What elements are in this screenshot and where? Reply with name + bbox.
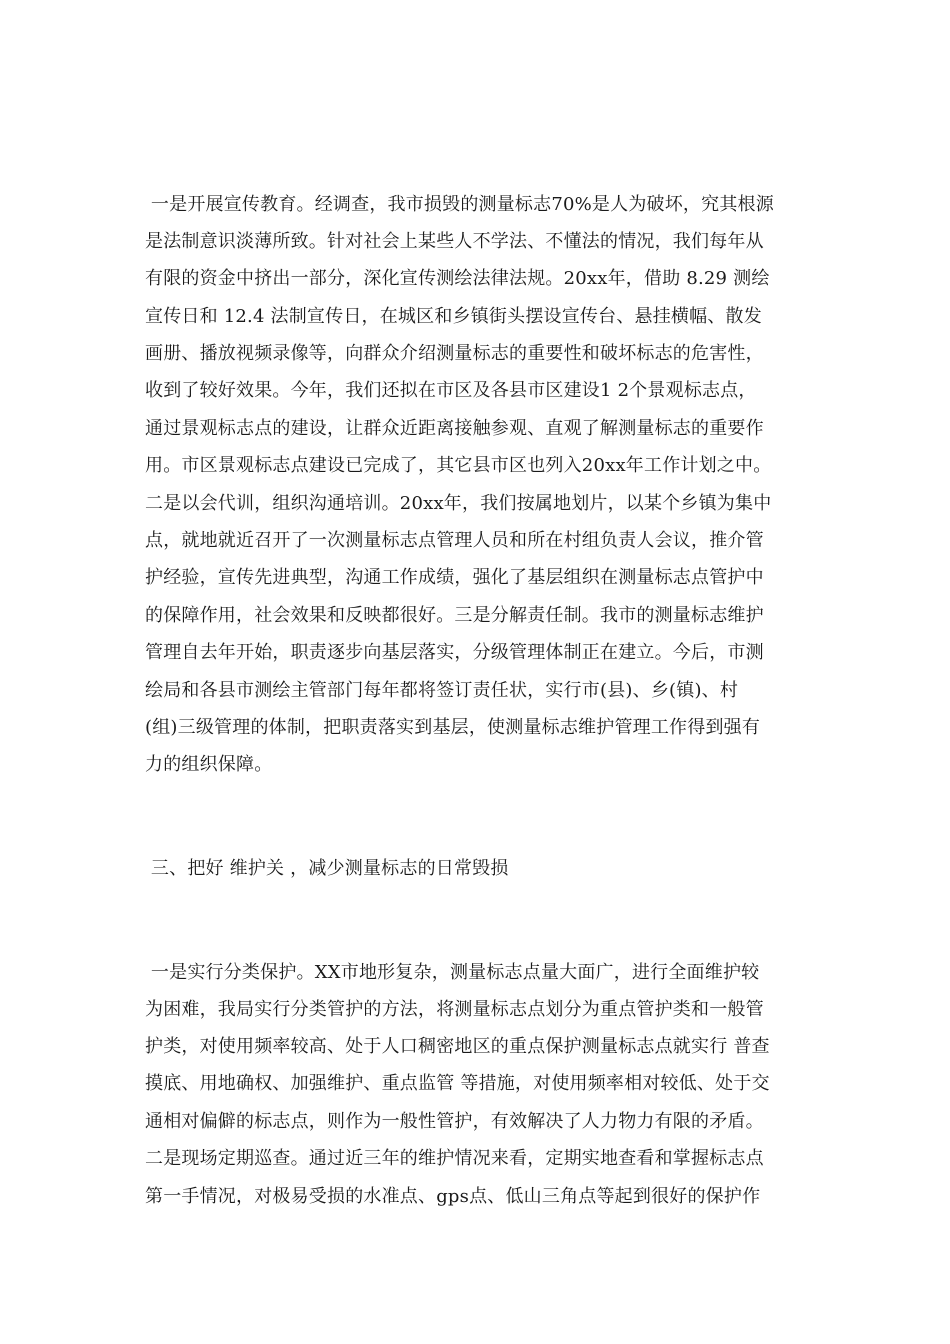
text-line: 二是以会代训，组织沟通培训。20xx年，我们按属地划片，以某个乡镇为集中 [145, 493, 772, 514]
text-line: 通过景观标志点的建设，让群众近距离接触参观、直观了解测量标志的重要作 [145, 418, 764, 439]
text-line: 一是实行分类保护。XX市地形复杂，测量标志点量大面广，进行全面维护较 [145, 962, 760, 983]
text-line: 有限的资金中挤出一部分，深化宣传测绘法律法规。20xx年，借助 8.29 测绘 [145, 268, 770, 289]
text-line: 画册、播放视频录像等，向群众介绍测量标志的重要性和破坏标志的危害性， [145, 343, 764, 364]
text-line: 第一手情况，对极易受损的水准点、gps点、低山三角点等起到很好的保护作 [145, 1186, 761, 1207]
section-heading: 三、把好 维护关 ，减少测量标志的日常毁损 [145, 858, 509, 879]
text-line: 力的组织保障。 [145, 754, 273, 775]
text-line: 护经验，宣传先进典型，沟通工作成绩，强化了基层组织在测量标志点管护中 [145, 567, 764, 588]
text-line: 为困难，我局实行分类管护的方法，将测量标志点划分为重点管护类和一般管 [145, 999, 764, 1020]
text-line: 通相对偏僻的标志点，则作为一般性管护，有效解决了人力物力有限的矛盾。 [145, 1111, 764, 1132]
text-line: (组)三级管理的体制，把职责落实到基层，使测量标志维护管理工作得到强有 [145, 717, 761, 738]
text-line: 管理自去年开始，职责逐步向基层落实，分级管理体制正在建立。今后，市测 [145, 642, 764, 663]
text-line: 绘局和各县市测绘主管部门每年都将签订责任状，实行市(县)、乡(镇)、村 [145, 680, 739, 701]
text-line: 宣传日和 12.4 法制宣传日，在城区和乡镇街头摆设宣传台、悬挂横幅、散发 [145, 306, 762, 327]
text-line: 是法制意识淡薄所致。针对社会上某些人不学法、不懂法的情况，我们每年从 [145, 231, 764, 252]
text-line: 二是现场定期巡查。通过近三年的维护情况来看，定期实地查看和掌握标志点 [145, 1148, 764, 1169]
text-line: 收到了较好效果。今年，我们还拟在市区及各县市区建设1 2个景观标志点， [145, 380, 757, 401]
text-line: 摸底、用地确权、加强维护、重点监管 等措施，对使用频率相对较低、处于交 [145, 1073, 770, 1094]
text-line: 点，就地就近召开了一次测量标志点管理人员和所在村组负责人会议，推介管 [145, 530, 764, 551]
text-line: 用。市区景观标志点建设已完成了，其它县市区也列入20xx年工作计划之中。 [145, 455, 772, 476]
text-line: 护类，对使用频率较高、处于人口稠密地区的重点保护测量标志点就实行 普查 [145, 1036, 770, 1057]
text-line: 一是开展宣传教育。经调查，我市损毁的测量标志70%是人为破坏，究其根源 [145, 194, 774, 215]
text-line: 的保障作用，社会效果和反映都很好。三是分解责任制。我市的测量标志维护 [145, 605, 764, 626]
